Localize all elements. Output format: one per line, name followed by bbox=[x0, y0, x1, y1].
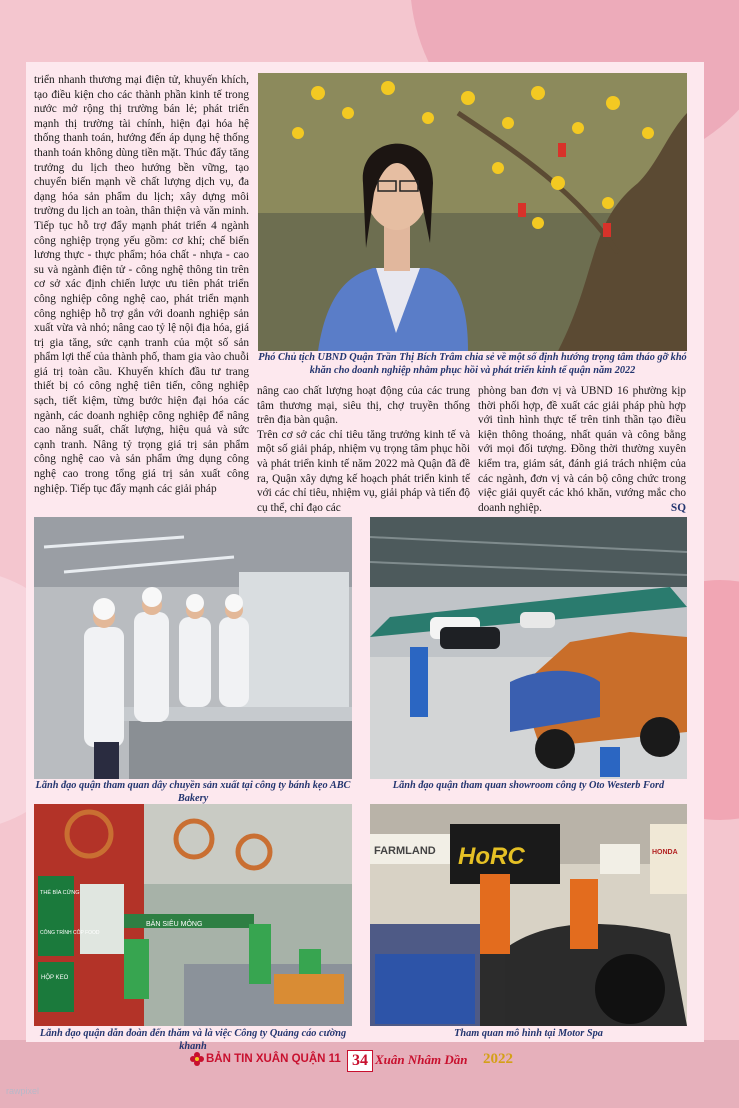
motor-logo: HoRC bbox=[458, 843, 525, 870]
motor-sign-right: HONDA bbox=[652, 849, 678, 856]
author-signature: SQ bbox=[670, 501, 686, 514]
bakery-caption: Lãnh đạo quận tham quan dây chuyền sản xuất tại công ty bánh kẹo ABC Bakery bbox=[35, 780, 351, 804]
shop-caption: Lãnh đạo quận dẫn đoàn đến thăm và là việc Công ty Quảng cáo cường khanh bbox=[39, 1028, 347, 1052]
motor-sign-left: FARMLAND bbox=[374, 845, 436, 857]
article-column-1: triển nhanh thương mại điện tử, khuyến khích, tạo điều kiện cho các thành phần kinh tế trong nước mở rộng thị trường bán lẻ; phát triển mạnh thị trường tài chính, hiện đại hóa hệ thống thanh toán, hướng đến áp dụng hệ thống thanh toán không dùng tiền mặt. Thúc đẩy tăng trưởng du lịch theo hướng bền vững, tạo chuyển biến mạnh về chất lượng dịch vụ, đa dạng hóa sản phẩm du lịch; xây dựng môi trường du lịch an toàn, thân thiện và văn minh. Tiếp tục hỗ trợ đẩy mạnh phát triển 4 ngành công nghiệp trọng yếu gồm: cơ khí; chế biến lương thực - thực phẩm; hóa chất - nhựa - cao su và ngành điện tử - công nghệ thông tin trên cơ sở xác định chiến lược ưu tiên phát triển công nghiệp công nghệ cao, phát triển mạnh công nghiệp hỗ trợ gắn với doanh nghiệp sản xuất vừa và nhỏ; nâng cao tỷ lệ nội địa hóa, giá trị gia tăng, sức cạnh tranh của một số sản phẩm lợi thế của thành phố, tham gia vào chuỗi giá trị toàn cầu. Khuyến khích đầu tư trang thiết bị có công nghệ tiên tiến, công nghiệp sạch, tiết kiệm, từng bước hiện đại hóa các ngành, các doanh nghiệp công nghiệp để nâng cao năng suất, chất lượng, hiệu quả và sức cạnh tranh. Nâng tỷ trọng giá trị sản phẩm công nghệ cao và sản phẩm ứng dụng công nghệ cao trong tổng giá trị sản xuất công nghiệp. Tiếp tục đẩy mạnh các giải pháp bbox=[34, 74, 249, 495]
article-column-3 bbox=[478, 384, 686, 515]
article-column-2-para-2: Trên cơ sở các chỉ tiêu tăng trưởng kinh tế và một số giải pháp, nhiệm vụ trọng tâm phục hồi và phát triển kinh tế năm 2022 mà Quận đã đề ra, Quận xây dựng kế hoạch phát triển kinh tế với các chỉ tiêu, nhiệm vụ, giải pháp và tiến độ cụ thể, chỉ đạo các bbox=[257, 428, 470, 514]
shop-sign-left3: HỘP KEO bbox=[41, 975, 69, 981]
article-column-2 bbox=[257, 384, 470, 515]
portrait-photo bbox=[258, 73, 687, 351]
motor-caption: Tham quan mô hình tại Motor Spa bbox=[454, 1028, 603, 1039]
article-column-2-para-1: nâng cao chất lượng hoạt động của các trung tâm thương mại, siêu thị, chợ truyền thống trên địa bàn quận. bbox=[257, 385, 470, 427]
ford-photo bbox=[370, 517, 687, 779]
shop-sign-top: BẢN SIÊU MỎNG bbox=[146, 921, 203, 928]
bakery-photo bbox=[34, 517, 352, 779]
watermark: rawpixel bbox=[6, 1086, 40, 1096]
footer-publication: BẢN TIN XUÂN QUẬN 11 bbox=[206, 1053, 341, 1065]
footer bbox=[190, 1046, 590, 1074]
article-column-3-text: phòng ban đơn vị và UBND 16 phường kịp thời phối hợp, đề xuất các giải pháp phù hợp với tình hình thực tế trên tinh thần tạo điều kiện thông thoáng, nhất quán và công bằng với mọi đối tượng. Đồng thời thường xuyên kiểm tra, giám sát, đánh giá trách nhiệm của các ngành, đơn vị và cán bộ công chức trong việc giải quyết các khó khăn, vướng mắc cho doanh nghiệp. bbox=[478, 385, 686, 514]
motor-photo bbox=[370, 804, 687, 1026]
page-number: 34 bbox=[347, 1050, 373, 1072]
portrait-caption: Phó Chủ tịch UBND Quận Trần Thị Bích Trâm chia sẻ về một số định hướng trọng tâm tháo gỡ khó khăn cho doanh nghiệp nhằm phục hồi và phát triển kinh tế quận năm 2022 bbox=[258, 352, 687, 376]
shop-sign-left1: THỂ BÌA CỨNG bbox=[40, 890, 80, 896]
flower-icon bbox=[190, 1052, 204, 1066]
footer-year: 2022 bbox=[483, 1051, 513, 1067]
ford-caption: Lãnh đạo quận tham quan showroom công ty Oto Westerb Ford bbox=[392, 780, 665, 791]
footer-edition: Xuân Nhâm Dần bbox=[375, 1052, 468, 1067]
shop-photo bbox=[34, 804, 352, 1026]
shop-sign-left2: CÔNG TRÌNH CÔP FOOD bbox=[40, 930, 100, 936]
